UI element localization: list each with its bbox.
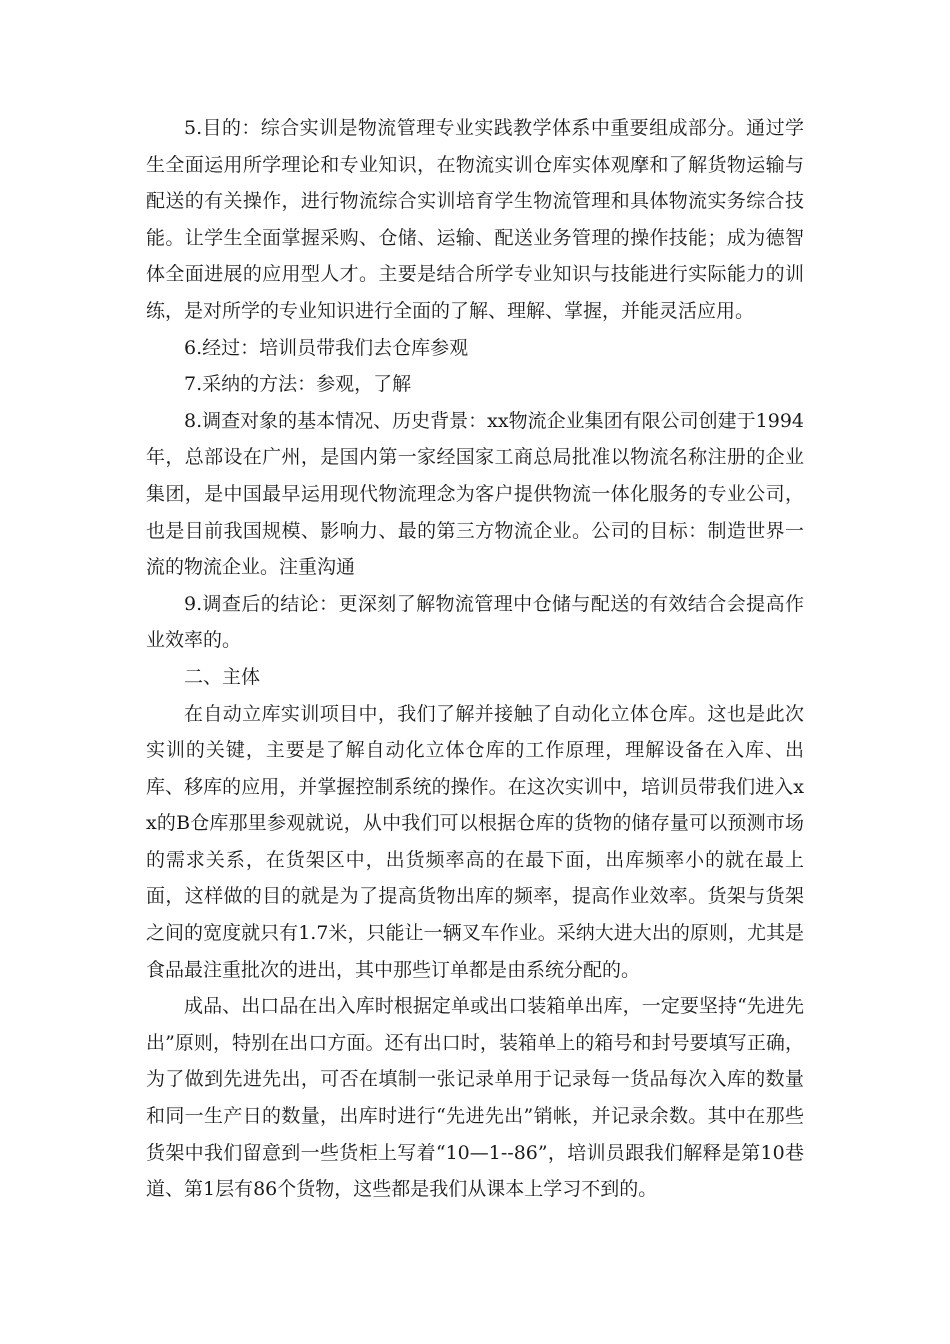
paragraph-fifo: 成品、出口品在出入库时根据定单或出口装箱单出库，一定要坚持“先进先出”原则，特别在出口方面。还有出口时，装箱单上的箱号和封号要填写正确，为了做到先进先出，可否在填制一张记录单用于记录每一货品每次入库的数量和同一生产日的数量，出库时进行“先进先出”销帐，并记录余数。其中在那些货架中我们留意到一些货柜上写着“10—1--86”，培训员跟我们解释是第10巷道、第1层有86个货物，这些都是我们从课本上学习不到的。 [146, 995, 804, 1201]
paragraph-process: 6.经过：培训员带我们去仓库参观 [184, 336, 469, 359]
paragraph-warehouse-training: 在自动立库实训项目中，我们了解并接触了自动化立体仓库。这也是此次实训的关键，主要是了解自动化立体仓库的工作原理，理解设备在入库、出库、移库的应用，并掌握控制系统的操作。在这次实训中，培训员带我们进入xx的B仓库那里参观就说，从中我们可以根据仓库的货物的储存量可以预测市场的需求关系，在货架区中，出货频率高的在最下面，出库频率小的就在最上面，这样做的目的就是为了提高货物出库的频率，提高作业效率。货架与货架之间的宽度就只有1.7米，只能让一辆叉车作业。采纳大进大出的原则，尤其是食品最注重批次的进出，其中那些订单都是由系统分配的。 [146, 702, 804, 981]
section-heading-main-body: 二、主体 [184, 665, 261, 688]
paragraph-background: 8.调查对象的基本情况、历史背景：xx物流企业集团有限公司创建于1994年，总部设在广州，是国内第一家经国家工商总局批准以物流名称注册的企业集团，是中国最早运用现代物流理念为客户提供物流一体化服务的专业公司，也是目前我国规模、影响力、最的第三方物流企业。公司的目标：制造世界一流的物流企业。注重沟通 [146, 409, 804, 579]
paragraph-purpose: 5.目的：综合实训是物流管理专业实践教学体系中重要组成部分。通过学生全面运用所学理论和专业知识，在物流实训仓库实体观摩和了解货物运输与配送的有关操作，进行物流综合实训培育学生物流管理和具体物流实务综合技能。让学生全面掌握采购、仓储、运输、配送业务管理的操作技能；成为德智体全面进展的应用型人才。主要是结合所学专业知识与技能进行实际能力的训练，是对所学的专业知识进行全面的了解、理解、掌握，并能灵活应用。 [146, 117, 804, 322]
paragraph-method: 7.采纳的方法：参观，了解 [184, 373, 412, 396]
paragraph-conclusion: 9.调查后的结论：更深刻了解物流管理中仓储与配送的有效结合会提高作业效率的。 [146, 592, 804, 652]
